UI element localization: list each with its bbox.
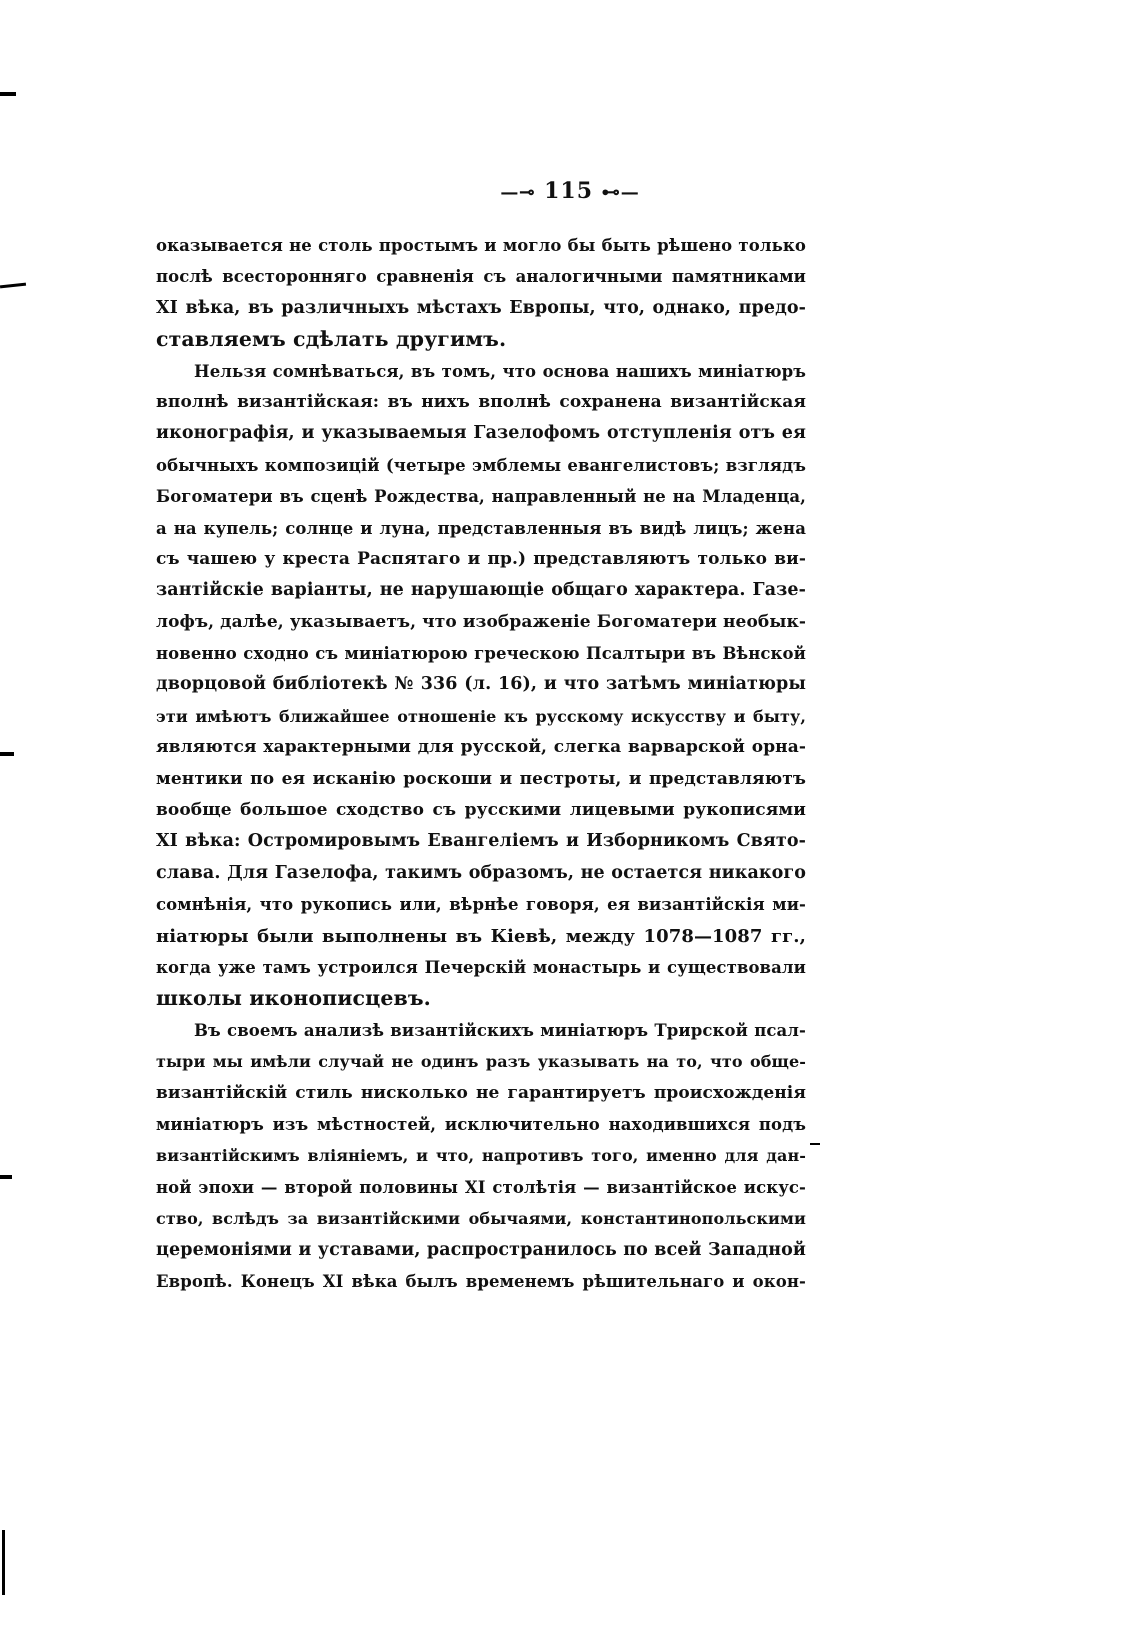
scan-mark xyxy=(2,1530,5,1595)
text-line: зантійскіе варіанты, не нарушающіе общаго характера. Газе- xyxy=(156,580,806,601)
text-line: Европѣ. Конецъ XI вѣка былъ временемъ рѣшительнаго и окон- xyxy=(156,1271,806,1291)
text-line: ментики по ея исканію роскоши и пестроты, и представляютъ xyxy=(156,768,806,789)
body-text xyxy=(156,230,806,1297)
page-number: 115 xyxy=(544,178,594,204)
text-line: тыри мы имѣли случай не одинъ разъ указывать на то, что обще- xyxy=(156,1052,806,1072)
paragraph xyxy=(156,230,806,356)
ornament-left: —⊸ xyxy=(500,182,536,203)
scan-mark xyxy=(810,1143,820,1145)
text-line: обычныхъ композицій (четыре эмблемы евангелистовъ; взглядъ xyxy=(156,455,806,475)
text-line: послѣ всесторонняго сравненія съ аналогичными памятниками xyxy=(156,267,806,287)
text-line: сомнѣнія, что рукопись или, вѣрнѣе говоря, ея византійскія ми- xyxy=(156,895,806,915)
text-line: миніатюръ изъ мѣстностей, исключительно находившихся подъ xyxy=(156,1114,806,1134)
text-line: являются характерными для русской, слегка варварской орна- xyxy=(156,737,806,758)
text-line: византійскій стиль нисколько не гарантируетъ происхожденія xyxy=(156,1082,806,1103)
text-line: новенно сходно съ миніатюрою греческою Псалтыри въ Вѣнской xyxy=(156,644,806,664)
ornament-right: ⊷— xyxy=(601,182,640,203)
text-line: ство, вслѣдъ за византійскими обычаями, константинопольскими xyxy=(156,1209,806,1229)
scan-mark xyxy=(0,283,26,289)
text-line: Богоматери въ сценѣ Рождества, направленный не на Младенца, xyxy=(156,487,806,507)
scan-mark xyxy=(0,1175,12,1179)
text-line: когда уже тамъ устроился Печерскій монастырь и существовали xyxy=(156,957,806,977)
text-line: слава. Для Газелофа, такимъ образомъ, не остается никакого xyxy=(156,862,806,883)
text-line: ной эпохи — второй половины XI столѣтія — византійское искус- xyxy=(156,1177,806,1197)
text-line: ставляемъ сдѣлать другимъ. xyxy=(156,327,507,352)
text-line: XI вѣка: Остромировымъ Евангеліемъ и Изборникомъ Свято- xyxy=(156,831,806,852)
text-line: иконографія, и указываемыя Газелофомъ отступленія отъ ея xyxy=(156,423,806,444)
text-line: вообще большое сходство съ русскими лицевыми рукописями xyxy=(156,800,806,821)
text-line: Нельзя сомнѣваться, въ томъ, что основа нашихъ миніатюръ xyxy=(194,361,806,381)
scan-mark xyxy=(0,92,16,96)
text-line: ніатюры были выполнены въ Кіевѣ, между 1078—1087 гг., xyxy=(156,925,806,947)
text-line: дворцовой библіотекѣ № 336 (л. 16), и что затѣмъ миніатюры xyxy=(156,674,806,695)
text-line: византійскимъ вліяніемъ, и что, напротивъ того, именно для дан- xyxy=(156,1146,806,1166)
text-line: школы иконописцевъ. xyxy=(156,986,431,1011)
text-line: церемоніями и уставами, распространилось по всей Западной xyxy=(156,1239,806,1260)
scan-mark xyxy=(0,752,14,756)
text-line: а на купель; солнце и луна, представленныя въ видѣ лицъ; жена xyxy=(156,518,806,538)
text-line: XI вѣка, въ различныхъ мѣстахъ Европы, что, однако, предо- xyxy=(156,297,806,318)
page-number-header xyxy=(0,178,1140,204)
text-line: лофъ, далѣе, указываетъ, что изображеніе Богоматери необык- xyxy=(156,611,806,632)
text-line: вполнѣ византійская: въ нихъ вполнѣ сохранена византійская xyxy=(156,391,806,412)
text-line: съ чашею у креста Распятаго и пр.) представляютъ только ви- xyxy=(156,548,806,569)
text-line: оказывается не столь простымъ и могло бы быть рѣшено только xyxy=(156,236,806,255)
paragraph xyxy=(156,356,806,1015)
text-line: Въ своемъ анализѣ византійскихъ миніатюръ Трирской псал- xyxy=(194,1020,806,1040)
paragraph xyxy=(156,1015,806,1298)
text-line: эти имѣютъ ближайшее отношеніе къ русскому искусству и быту, xyxy=(156,706,806,726)
